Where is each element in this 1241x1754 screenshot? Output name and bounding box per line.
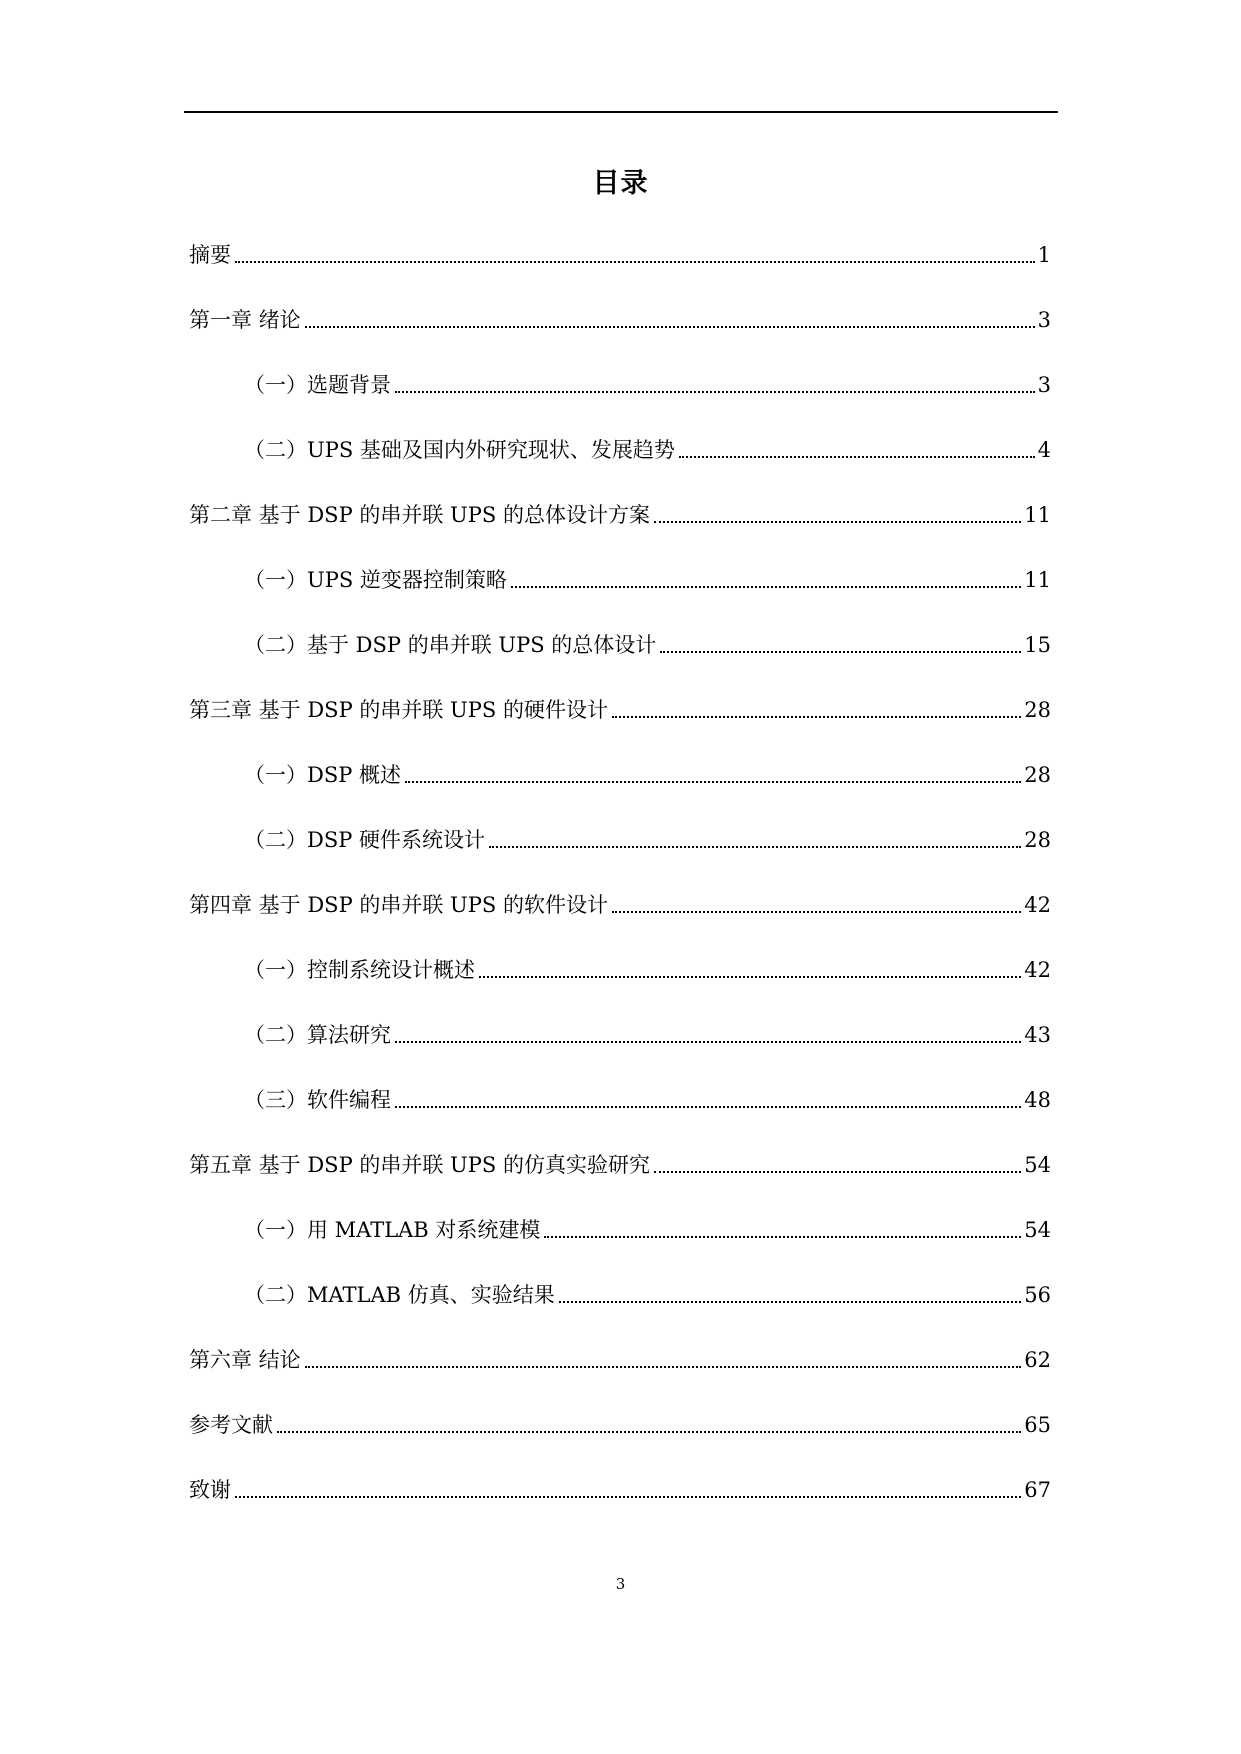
toc-dot-leader <box>511 586 1021 588</box>
toc-entry-title: （一）UPS 逆变器控制策略 <box>244 568 507 592</box>
toc-entry-page: 28 <box>1024 763 1051 787</box>
toc-entry[interactable] <box>244 435 1051 465</box>
toc-entry-title: 参考文献 <box>189 1413 273 1437</box>
toc-dot-leader <box>654 1171 1021 1173</box>
toc-entry-title: 第四章 基于 DSP 的串并联 UPS 的软件设计 <box>189 893 608 917</box>
toc-dot-leader <box>305 326 1035 328</box>
toc-entry-title: （一）控制系统设计概述 <box>244 958 475 982</box>
toc-entry-title: 第一章 绪论 <box>189 308 301 332</box>
toc-entry[interactable] <box>189 305 1051 335</box>
toc-entry-page: 42 <box>1024 893 1051 917</box>
toc-entry[interactable] <box>189 1410 1051 1440</box>
toc-entry-page: 28 <box>1024 698 1051 722</box>
toc-entry-title: （一）选题背景 <box>244 373 391 397</box>
toc-entry[interactable] <box>244 760 1051 790</box>
toc-entry[interactable] <box>244 1020 1051 1050</box>
toc-entry[interactable] <box>189 695 1051 725</box>
toc-entry-page: 54 <box>1024 1218 1051 1242</box>
toc-entry-page: 28 <box>1024 828 1051 852</box>
toc-dot-leader <box>559 1301 1022 1303</box>
toc-dot-leader <box>612 911 1021 913</box>
toc-entry[interactable] <box>244 1215 1051 1245</box>
toc-entry[interactable] <box>244 825 1051 855</box>
toc-entry-title: 第三章 基于 DSP 的串并联 UPS 的硬件设计 <box>189 698 608 722</box>
page-number: 3 <box>615 1575 626 1593</box>
toc-entry[interactable] <box>244 630 1051 660</box>
toc-dot-leader <box>544 1236 1021 1238</box>
toc-entry[interactable] <box>244 370 1051 400</box>
toc-entry-title: （二）算法研究 <box>244 1023 391 1047</box>
toc-dot-leader <box>395 1106 1021 1108</box>
toc-entry-page: 43 <box>1024 1023 1051 1047</box>
toc-entry-page: 62 <box>1024 1348 1051 1372</box>
toc-entry[interactable] <box>189 1345 1051 1375</box>
toc-dot-leader <box>235 261 1035 263</box>
toc-entry[interactable] <box>244 955 1051 985</box>
toc-entry[interactable] <box>189 1475 1051 1505</box>
toc-entry-page: 54 <box>1024 1153 1051 1177</box>
toc-entry-page: 56 <box>1024 1283 1051 1307</box>
toc-entry-page: 11 <box>1024 568 1051 592</box>
toc-entry-title: （二）UPS 基础及国内外研究现状、发展趋势 <box>244 438 675 462</box>
toc-entry-title: （三）软件编程 <box>244 1088 391 1112</box>
toc-title: 目录 <box>592 168 649 199</box>
toc-entry[interactable] <box>189 1150 1051 1180</box>
toc-entry[interactable] <box>244 1085 1051 1115</box>
toc-entry-page: 48 <box>1024 1088 1051 1112</box>
toc-dot-leader <box>679 456 1035 458</box>
toc-entry-title: 致谢 <box>189 1478 231 1502</box>
toc-entry-page: 3 <box>1037 373 1051 397</box>
toc-dot-leader <box>235 1496 1021 1498</box>
toc-entry-page: 3 <box>1037 308 1051 332</box>
toc-entry-title: （一）DSP 概述 <box>244 763 402 787</box>
toc-dot-leader <box>395 391 1035 393</box>
toc-entry-title: （一）用 MATLAB 对系统建模 <box>244 1218 541 1242</box>
toc-entry-page: 15 <box>1024 633 1051 657</box>
toc-entry-title: （二）MATLAB 仿真、实验结果 <box>244 1283 555 1307</box>
toc-entry-page: 11 <box>1024 503 1051 527</box>
toc-entry[interactable] <box>189 240 1051 270</box>
toc-entry-title: 摘要 <box>189 243 231 267</box>
toc-entry-title: 第二章 基于 DSP 的串并联 UPS 的总体设计方案 <box>189 503 650 527</box>
toc-dot-leader <box>489 846 1021 848</box>
toc-entry-page: 4 <box>1037 438 1051 462</box>
toc-entry-title: （二）DSP 硬件系统设计 <box>244 828 486 852</box>
toc-dot-leader <box>654 521 1021 523</box>
toc-entry[interactable] <box>189 890 1051 920</box>
toc-entry-page: 1 <box>1037 243 1051 267</box>
toc-entry[interactable] <box>244 565 1051 595</box>
toc-dot-leader <box>612 716 1021 718</box>
toc-entry-page: 42 <box>1024 958 1051 982</box>
toc-dot-leader <box>277 1431 1021 1433</box>
toc-entry-page: 65 <box>1024 1413 1051 1437</box>
toc-dot-leader <box>479 976 1021 978</box>
toc-entry-title: （二）基于 DSP 的串并联 UPS 的总体设计 <box>244 633 657 657</box>
toc-entry-title: 第六章 结论 <box>189 1348 301 1372</box>
toc-dot-leader <box>395 1041 1021 1043</box>
toc-dot-leader <box>305 1366 1022 1368</box>
toc-entry-title: 第五章 基于 DSP 的串并联 UPS 的仿真实验研究 <box>189 1153 650 1177</box>
toc-dot-leader <box>405 781 1021 783</box>
toc-dot-leader <box>660 651 1021 653</box>
toc-entry-page: 67 <box>1024 1478 1051 1502</box>
toc-entry[interactable] <box>244 1280 1051 1310</box>
toc-entry[interactable] <box>189 500 1051 530</box>
